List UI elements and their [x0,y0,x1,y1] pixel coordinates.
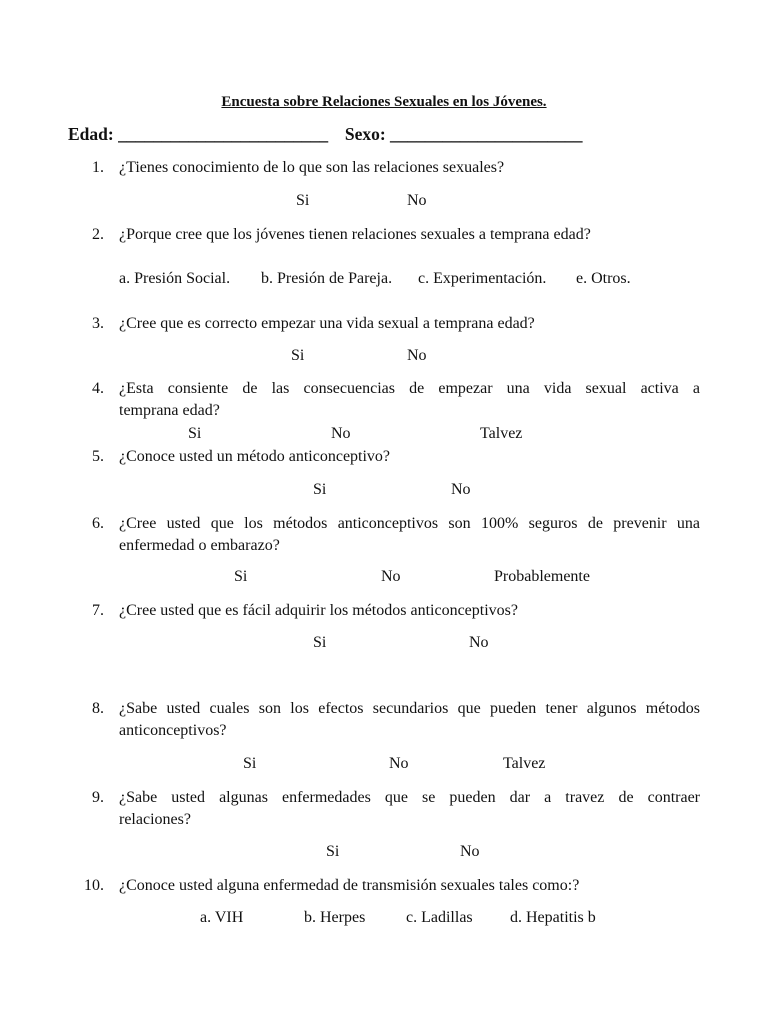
option-talvez[interactable]: Talvez [480,425,523,442]
option-no[interactable]: No [407,192,427,209]
respondent-fields [68,124,583,145]
edad-label: Edad: [68,124,114,144]
option-si[interactable]: Si [234,568,248,585]
option-no[interactable]: No [331,425,351,442]
question-number: 5. [92,448,104,465]
option-no[interactable]: No [389,755,409,772]
option-si[interactable]: Si [313,481,327,498]
option-talvez[interactable]: Talvez [503,755,546,772]
option-c[interactable]: c. Ladillas [406,909,473,926]
option-b[interactable]: b. Presión de Pareja. [261,270,393,287]
question-text: ¿Cree usted que es fácil adquirir los métodos anticonceptivos? [119,602,518,619]
option-si[interactable]: Si [291,347,305,364]
option-no[interactable]: No [407,347,427,364]
question-text-line-2: enfermedad o embarazo? [119,537,280,554]
question-text: ¿Cree que es correcto empezar una vida sexual a temprana edad? [119,315,535,332]
question-text-line-2: relaciones? [119,811,191,828]
question-number: 9. [92,789,104,806]
question-number: 1. [92,159,104,176]
option-si[interactable]: Si [188,425,202,442]
question-number: 8. [92,700,104,717]
option-si[interactable]: Si [313,634,327,651]
question-text-line-2: temprana edad? [119,402,220,419]
question-number: 6. [92,515,104,532]
question-text-line-2: anticonceptivos? [119,722,227,739]
option-si[interactable]: Si [326,843,340,860]
question-text: ¿Tienes conocimiento de lo que son las relaciones sexuales? [119,159,505,176]
question-number: 2. [92,226,104,243]
question-text [119,513,700,557]
option-c[interactable]: c. Experimentación. [418,270,547,287]
question-text-line-1: ¿Sabe usted cuales son los efectos secundarios que pueden tener algunos métodos [119,700,700,717]
question-text-line-1: ¿Sabe usted algunas enfermedades que se pueden dar a travez de contraer [119,789,700,806]
option-d[interactable]: d. Hepatitis b [510,909,596,926]
sexo-input-line[interactable]: ______________________ [390,124,583,144]
option-no[interactable]: No [451,481,471,498]
question-number: 10. [84,877,104,894]
sexo-label: Sexo: [344,124,386,144]
question-text: ¿Porque cree que los jóvenes tienen relaciones sexuales a temprana edad? [119,226,591,243]
question-number: 3. [92,315,104,332]
question-text [119,378,700,422]
option-si[interactable]: Si [243,755,257,772]
question-text [119,698,700,742]
option-probablemente[interactable]: Probablemente [494,568,590,585]
question-text-line-1: ¿Cree usted que los métodos anticonceptivos son 100% seguros de prevenir una [119,515,700,532]
option-e[interactable]: e. Otros. [576,270,631,287]
option-no[interactable]: No [381,568,401,585]
question-text [119,787,700,831]
option-no[interactable]: No [469,634,489,651]
question-text-line-1: ¿Esta consiente de las consecuencias de empezar una vida sexual activa a [119,380,700,397]
survey-title: Encuesta sobre Relaciones Sexuales en los Jóvenes. [221,94,547,110]
option-b[interactable]: b. Herpes [304,909,366,926]
option-a[interactable]: a. Presión Social. [119,270,231,287]
question-number: 7. [92,602,104,619]
option-a[interactable]: a. VIH [200,909,244,926]
option-no[interactable]: No [460,843,480,860]
edad-input-line[interactable]: ________________________ [118,124,329,144]
question-text: ¿Conoce usted un método anticonceptivo? [119,448,391,465]
option-si[interactable]: Si [296,192,310,209]
question-text: ¿Conoce usted alguna enfermedad de transmisión sexuales tales como:? [119,877,580,894]
question-number: 4. [92,380,104,397]
